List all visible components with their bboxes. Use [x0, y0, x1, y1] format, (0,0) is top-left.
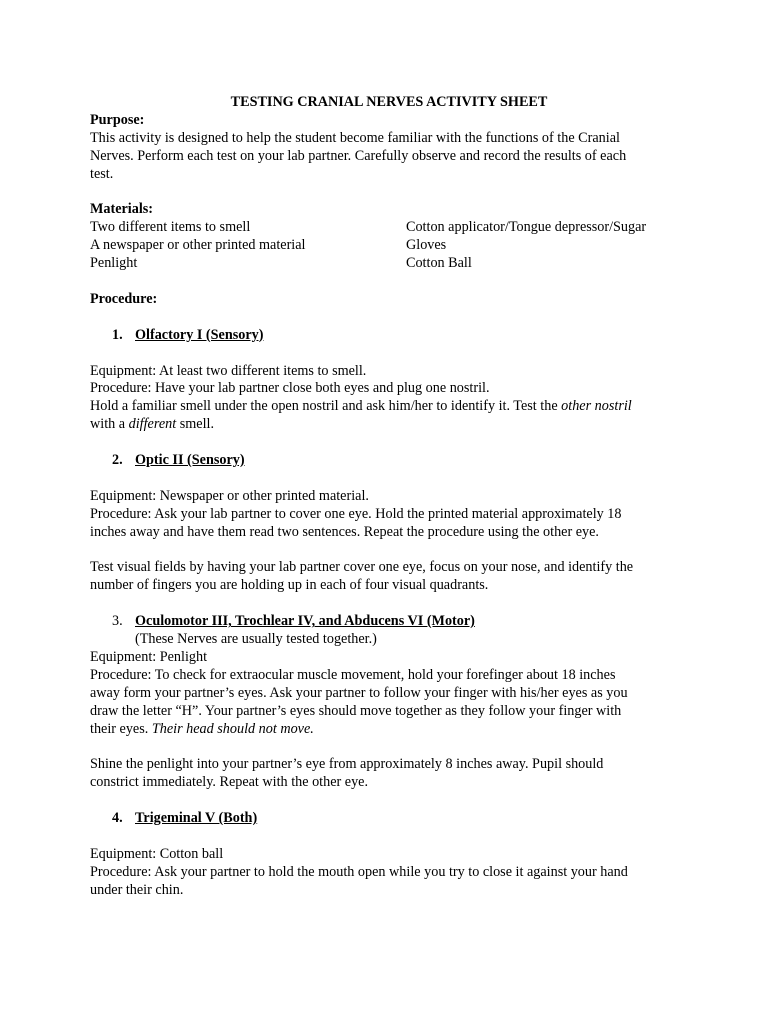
olfactory-equipment: Equipment: At least two different items to smell. — [90, 362, 367, 379]
oculomotor-procedure: Procedure: To check for extraocular muscle movement, hold your forefinger about 18 inches — [90, 666, 616, 683]
section-optic-title — [112, 452, 680, 470]
emphasis-text: different — [128, 416, 177, 433]
trigeminal-procedure: Procedure: Ask your partner to hold the mouth open while you try to close it against your hand — [90, 863, 628, 880]
oculomotor-line: away form your partner’s eyes. Ask your partner to follow your finger with his/her eyes as you — [90, 684, 628, 701]
emphasis-text: Their head should not move. — [151, 720, 314, 737]
document-title: TESTING CRANIAL NERVES ACTIVITY SHEET — [230, 94, 548, 110]
section-label: Trigeminal V (Both) — [135, 810, 258, 827]
purpose-heading: Purpose: — [90, 111, 145, 128]
material-item: Two different items to smell — [90, 219, 251, 236]
oculomotor-equipment: Equipment: Penlight — [90, 648, 208, 665]
oculomotor-line: their eyes. Their head should not move. — [90, 720, 314, 737]
document-body — [90, 94, 680, 900]
section-trigeminal-title — [112, 810, 680, 828]
section-olfactory-title — [112, 327, 680, 345]
optic-line: number of fingers you are holding up in each of four visual quadrants. — [90, 577, 489, 594]
purpose-line: Nerves. Perform each test on your lab partner. Carefully observe and record the results of each — [90, 147, 627, 164]
section-number: 2. — [112, 452, 123, 469]
optic-line: inches away and have them read two sentences. Repeat the procedure using the other eye. — [90, 523, 599, 540]
section-number: 1. — [112, 326, 123, 343]
optic-equipment: Equipment: Newspaper or other printed material. — [90, 487, 369, 504]
material-item: Cotton Ball — [406, 255, 472, 272]
oculomotor-line: constrict immediately. Repeat with the other eye. — [90, 774, 369, 791]
olfactory-line: Hold a familiar smell under the open nostril and ask him/her to identify it. Test the other nostril — [90, 398, 632, 415]
trigeminal-equipment: Equipment: Cotton ball — [90, 845, 224, 862]
material-item: Cotton applicator/Tongue depressor/Sugar — [406, 219, 647, 236]
material-item: A newspaper or other printed material — [90, 237, 306, 254]
oculomotor-line: draw the letter “H”. Your partner’s eyes should move together as they follow your finger with — [90, 702, 622, 719]
olfactory-line: with a different smell. — [90, 416, 215, 433]
section-label: Oculomotor III, Trochlear IV, and Abducens VI (Motor) — [135, 613, 475, 630]
optic-procedure: Procedure: Ask your lab partner to cover one eye. Hold the printed material approximately 18 — [90, 505, 622, 522]
optic-line: Test visual fields by having your lab partner cover one eye, focus on your nose, and identify the — [90, 559, 634, 576]
purpose-line: test. — [90, 165, 114, 182]
oculomotor-note: (These Nerves are usually tested together.) — [135, 631, 377, 648]
material-item: Penlight — [90, 255, 138, 272]
section-label: Olfactory I (Sensory) — [135, 326, 264, 343]
material-item: Gloves — [406, 237, 447, 254]
olfactory-procedure: Procedure: Have your lab partner close both eyes and plug one nostril. — [90, 380, 490, 397]
purpose-line: This activity is designed to help the student become familiar with the functions of the Cranial — [90, 129, 620, 146]
section-oculomotor-title — [112, 613, 680, 631]
section-label: Optic II (Sensory) — [135, 452, 245, 469]
trigeminal-line: under their chin. — [90, 881, 184, 898]
procedure-heading: Procedure: — [90, 290, 158, 307]
emphasis-text: other nostril — [561, 398, 632, 415]
section-number: 3. — [112, 613, 123, 630]
section-number: 4. — [112, 810, 123, 827]
materials-heading: Materials: — [90, 201, 154, 218]
materials-list — [90, 219, 680, 273]
oculomotor-line: Shine the penlight into your partner’s eye from approximately 8 inches away. Pupil should — [90, 756, 604, 773]
